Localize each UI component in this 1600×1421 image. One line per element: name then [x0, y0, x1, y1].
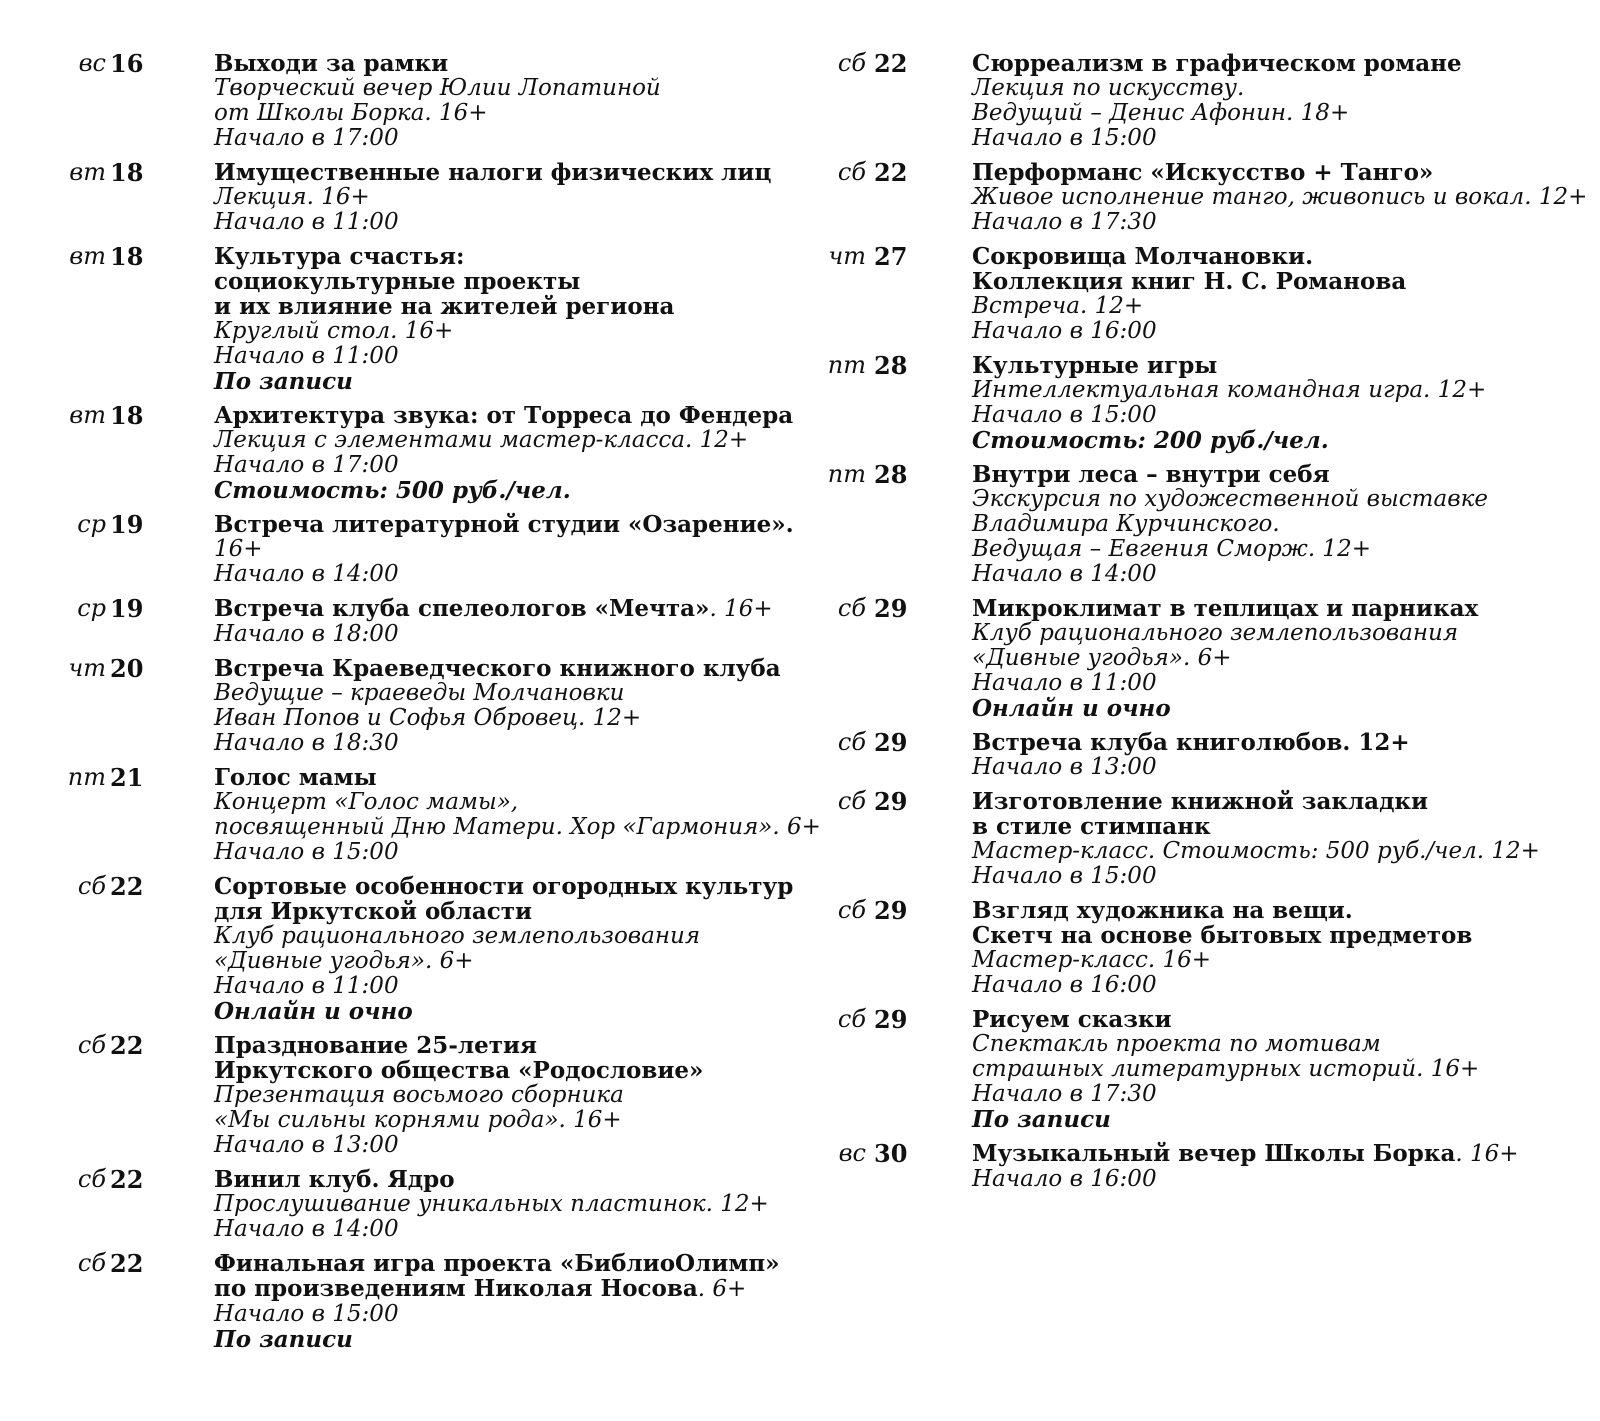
event-item [0, 872, 794, 1025]
event-body [214, 1251, 790, 1352]
event-item [760, 1007, 1600, 1132]
event-day: 18 [110, 242, 144, 271]
event-title-line: Внутри леса – внутри себя [972, 461, 1330, 488]
event-item [760, 789, 1600, 889]
event-title [214, 402, 794, 429]
event-title-line: Архитектура звука: от Торреса до Фендера [214, 402, 794, 429]
event-title [214, 765, 790, 790]
event-item [0, 401, 794, 504]
event-detail: 16+ [214, 536, 263, 562]
event-title [214, 51, 790, 76]
event-item [0, 51, 790, 151]
event-title [214, 160, 790, 185]
event-title-line: Сюрреализм в графическом романе [972, 50, 1462, 77]
event-age-rating: . 16+ [709, 596, 773, 622]
event-detail: Концерт «Голос мамы», [214, 789, 519, 815]
event-weekday: сб [837, 896, 866, 924]
event-item [760, 160, 1600, 235]
event-day: 19 [110, 510, 144, 539]
event-day: 28 [874, 351, 908, 380]
event-body [972, 1007, 1600, 1132]
event-weekday: сб [77, 1249, 106, 1277]
event-detail: Начало в 13:00 [972, 754, 1157, 780]
event-weekday: вс [78, 49, 106, 77]
event-note: Онлайн и очно [214, 998, 413, 1025]
event-body [214, 1167, 790, 1242]
event-title-line: Имущественные налоги физических лиц [214, 159, 772, 186]
event-weekday: сб [77, 1165, 106, 1193]
event-body [214, 764, 821, 865]
event-detail: Начало в 13:00 [214, 1132, 399, 1158]
event-item [0, 656, 790, 756]
event-detail: Начало в 14:00 [972, 561, 1157, 587]
event-title [214, 1251, 790, 1302]
event-detail: Мастер-класс. Стоимость: 500 руб./чел. 12+ [972, 838, 1540, 864]
event-item [760, 353, 1600, 453]
event-title-line: Выходи за рамки [214, 50, 449, 77]
event-title [972, 244, 1600, 294]
event-body [972, 244, 1600, 344]
event-detail: Начало в 11:00 [214, 209, 399, 235]
event-detail: Начало в 16:00 [972, 1166, 1157, 1192]
event-title-last-line [972, 1141, 1600, 1167]
event-title-line: Скетч на основе бытовых предметов [972, 922, 1473, 949]
event-detail: Спектакль проекта по мотивам [972, 1031, 1381, 1057]
event-title [972, 51, 1600, 76]
event-note: Онлайн и очно [972, 695, 1171, 722]
event-detail: Начало в 15:00 [972, 863, 1157, 889]
event-weekday: вт [69, 158, 106, 186]
event-detail: от Школы Борка. 16+ [214, 100, 488, 126]
event-item [0, 1251, 790, 1352]
event-weekday: ср [77, 510, 106, 538]
event-detail: Начало в 15:00 [214, 1301, 399, 1327]
event-body [214, 873, 794, 1025]
event-item [0, 763, 821, 865]
event-item [760, 596, 1600, 721]
event-title-line: Празднование 25-летия [214, 1032, 538, 1059]
event-detail: Начало в 11:00 [214, 343, 399, 369]
event-detail: Начало в 18:00 [214, 621, 399, 647]
event-weekday: сб [837, 594, 866, 622]
event-body [972, 898, 1600, 998]
event-day: 22 [110, 872, 144, 901]
event-title-last-line [214, 596, 790, 622]
event-detail: Ведущая – Евгения Сморж. 12+ [972, 536, 1371, 562]
event-weekday: пт [67, 763, 106, 791]
event-item [760, 244, 1600, 344]
event-day: 30 [874, 1139, 908, 1168]
event-note: По записи [214, 368, 353, 395]
event-weekday: сб [837, 1005, 866, 1033]
event-title [972, 898, 1600, 948]
event-detail: Начало в 17:00 [214, 125, 399, 151]
event-item [760, 1141, 1600, 1192]
event-weekday: сб [837, 158, 866, 186]
event-detail: Интеллектуальная командная игра. 12+ [972, 377, 1487, 403]
event-item [760, 898, 1600, 998]
event-title [972, 730, 1600, 755]
event-note: Стоимость: 200 руб./чел. [972, 427, 1329, 454]
event-title [214, 1167, 790, 1192]
event-day: 19 [110, 594, 144, 623]
event-detail: Клуб рационального землепользования [214, 923, 701, 949]
event-weekday: сб [837, 49, 866, 77]
event-day: 22 [110, 1031, 144, 1060]
event-title-line: Встреча Краеведческого книжного клуба [214, 655, 781, 682]
event-day: 18 [110, 158, 144, 187]
event-body [214, 1033, 790, 1158]
event-title-line: Встреча клуба спелеологов «Мечта» [214, 595, 710, 622]
event-day: 29 [874, 896, 908, 925]
event-weekday: сб [837, 728, 866, 756]
event-body [214, 244, 790, 394]
event-day: 22 [874, 158, 908, 187]
event-detail: Творческий вечер Юлии Лопатиной [214, 75, 661, 101]
event-title-line: Финальная игра проекта «БиблиоОлимп» [214, 1250, 780, 1277]
event-detail: Начало в 17:00 [214, 452, 399, 478]
event-detail: страшных литературных историй. 16+ [972, 1056, 1480, 1082]
event-item [760, 51, 1600, 151]
event-weekday: пт [827, 460, 866, 488]
event-title [214, 873, 794, 925]
event-detail: посвященный Дню Матери. Хор «Гармония». 6+ [214, 814, 821, 840]
event-weekday: чт [828, 242, 866, 270]
event-title-line: Рисуем сказки [972, 1006, 1172, 1033]
event-weekday: сб [837, 787, 866, 815]
event-title [972, 1007, 1600, 1032]
event-day: 29 [874, 728, 908, 757]
event-weekday: вс [838, 1139, 866, 1167]
event-day: 20 [110, 654, 144, 683]
event-title [972, 1141, 1600, 1167]
event-detail: Живое исполнение танго, живопись и вокал. 12+ [972, 184, 1588, 210]
event-title-line: Встреча литературной студии «Озарение». [214, 511, 794, 538]
event-item [0, 160, 790, 235]
event-weekday: сб [77, 1031, 106, 1059]
event-body [214, 51, 790, 151]
event-body [972, 51, 1600, 151]
event-title [972, 789, 1600, 839]
event-weekday: пт [827, 351, 866, 379]
event-note: Стоимость: 500 руб./чел. [214, 477, 571, 504]
event-weekday: ср [77, 594, 106, 622]
event-detail: Прослушивание уникальных пластинок. 12+ [214, 1191, 769, 1217]
event-detail: Начало в 17:30 [972, 1081, 1157, 1107]
event-title-line: Культурные игры [972, 352, 1218, 379]
event-title-last-line [214, 1276, 790, 1302]
event-detail: Начало в 14:00 [214, 561, 399, 587]
event-weekday: вт [69, 401, 106, 429]
event-detail: Мастер-класс. 16+ [972, 947, 1212, 973]
event-day: 22 [110, 1249, 144, 1278]
event-title [214, 511, 794, 538]
event-detail: Иван Попов и Софья Обровец. 12+ [214, 705, 642, 731]
event-title [214, 656, 790, 681]
event-title-line: Встреча клуба книголюбов. 12+ [972, 729, 1410, 756]
event-detail: «Мы сильны корнями рода». 16+ [214, 1107, 622, 1133]
event-detail: Начало в 15:00 [214, 839, 399, 865]
event-detail: Ведущие – краеведы Молчановки [214, 680, 625, 706]
event-item [0, 510, 794, 587]
event-note: По записи [214, 1326, 353, 1353]
event-weekday: чт [68, 654, 106, 682]
event-age-rating: . 16+ [1455, 1141, 1519, 1167]
event-detail: Лекция с элементами мастер-класса. 12+ [214, 427, 749, 453]
event-title [214, 1033, 790, 1083]
event-body [972, 160, 1600, 235]
event-title-line: в стиле стимпанк [972, 813, 1211, 840]
event-day: 22 [874, 49, 908, 78]
event-title [972, 462, 1600, 487]
event-detail: Лекция. 16+ [214, 184, 370, 210]
event-day: 28 [874, 460, 908, 489]
event-detail: Владимира Курчинского. [972, 511, 1280, 537]
event-detail: Начало в 15:00 [972, 402, 1157, 428]
event-title-line: и их влияние на жителей региона [214, 293, 675, 320]
event-title-line: по произведениям Николая Носова [214, 1275, 698, 1302]
event-detail: Круглый стол. 16+ [214, 318, 454, 344]
event-detail: Встреча. 12+ [972, 293, 1144, 319]
event-day: 21 [110, 763, 144, 792]
event-day: 18 [110, 401, 144, 430]
event-body [214, 596, 790, 647]
event-body [214, 402, 794, 504]
event-body [972, 730, 1600, 780]
event-item [0, 1167, 790, 1242]
event-detail: «Дивные угодья». 6+ [972, 645, 1232, 671]
event-item [760, 730, 1600, 780]
event-day: 29 [874, 787, 908, 816]
event-body [214, 511, 794, 587]
event-title-line: социокультурные проекты [214, 268, 581, 295]
event-title-line: Голос мамы [214, 764, 377, 791]
event-detail: Начало в 15:00 [972, 125, 1157, 151]
event-title [214, 244, 790, 319]
event-note: По записи [972, 1106, 1111, 1133]
event-detail: Начало в 17:30 [972, 209, 1157, 235]
event-title-line: Перформанс «Искусство + Танго» [972, 159, 1434, 186]
event-title-line: Взгляд художника на вещи. [972, 897, 1353, 924]
event-body [972, 789, 1600, 889]
event-title-line: Изготовление книжной закладки [972, 788, 1429, 815]
event-detail: Клуб рационального землепользования [972, 620, 1459, 646]
event-title [972, 353, 1600, 378]
event-item [0, 1033, 790, 1158]
event-day: 29 [874, 594, 908, 623]
event-title-line: Микроклимат в теплицах и парниках [972, 595, 1479, 622]
event-detail: Начало в 11:00 [972, 670, 1157, 696]
event-title [214, 596, 790, 622]
schedule-column-right [760, 51, 1600, 1201]
event-weekday: вт [69, 242, 106, 270]
event-title-line: Коллекция книг Н. С. Романова [972, 268, 1407, 295]
event-day: 27 [874, 242, 908, 271]
event-detail: Начало в 18:30 [214, 730, 399, 756]
event-day: 16 [110, 49, 144, 78]
event-detail: Начало в 16:00 [972, 318, 1157, 344]
event-title-line: для Иркутской области [214, 898, 533, 925]
event-item [0, 244, 790, 394]
event-body [972, 1141, 1600, 1192]
event-weekday: сб [77, 872, 106, 900]
event-detail: Ведущий – Денис Афонин. 18+ [972, 100, 1350, 126]
event-title [972, 160, 1600, 185]
event-body [214, 656, 790, 756]
event-title-line: Сокровища Молчановки. [972, 243, 1314, 270]
event-item [760, 462, 1600, 587]
event-title-line: Иркутского общества «Родословие» [214, 1057, 704, 1084]
event-body [972, 353, 1600, 453]
event-title-line: Музыкальный вечер Школы Борка [972, 1140, 1456, 1167]
event-item [0, 596, 790, 647]
event-body [972, 596, 1600, 721]
event-detail: «Дивные угодья». 6+ [214, 948, 474, 974]
event-detail: Начало в 11:00 [214, 973, 399, 999]
event-title-line: Винил клуб. Ядро [214, 1166, 455, 1193]
event-title [972, 596, 1600, 621]
event-detail: Начало в 14:00 [214, 1216, 399, 1242]
event-day: 29 [874, 1005, 908, 1034]
schedule-column-left [0, 49, 821, 1361]
event-detail: Лекция по искусству. [972, 75, 1245, 101]
event-day: 22 [110, 1165, 144, 1194]
event-age-rating: . 6+ [697, 1276, 747, 1302]
event-detail: Начало в 16:00 [972, 972, 1157, 998]
event-body [972, 462, 1600, 587]
event-detail: Экскурсия по художественной выставке [972, 486, 1488, 512]
event-detail: Презентация восьмого сборника [214, 1082, 624, 1108]
event-title-line: Сортовые особенности огородных культур [214, 873, 794, 900]
event-title-line: Культура счастья: [214, 243, 465, 270]
event-body [214, 160, 790, 235]
